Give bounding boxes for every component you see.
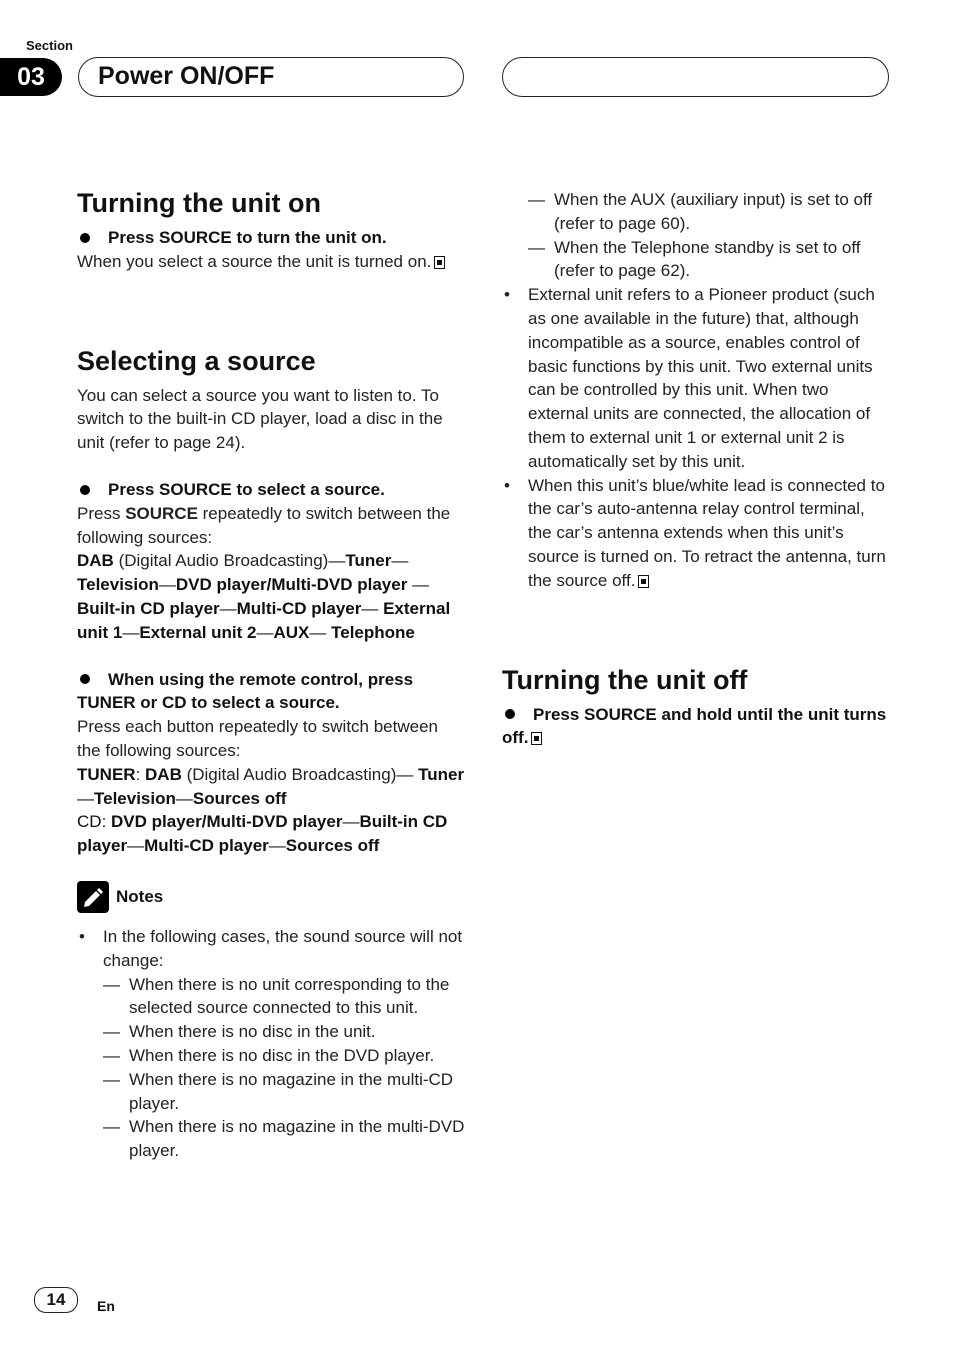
notes-header [77, 881, 465, 913]
colon: : [101, 812, 112, 832]
dash: — [528, 237, 545, 257]
src-dab: DAB [77, 551, 114, 571]
selecting-step1 [77, 478, 465, 502]
note-case-text: When there is no disc in the DVD player. [129, 1045, 435, 1065]
note-case [77, 1020, 465, 1044]
page-number: 14 [34, 1287, 78, 1313]
selecting-step2 [77, 668, 465, 716]
src-multicd-player: player [306, 598, 362, 618]
src-tuner: Tuner [345, 551, 392, 571]
text-run: repeatedly to switch between the following sources: [77, 503, 451, 547]
src-multicd-cd: CD [281, 598, 307, 618]
dash: — [158, 575, 176, 595]
bullet-dot [80, 485, 90, 495]
note-case-text: When there is no unit corresponding to the selected source connected to this unit. [129, 974, 450, 1018]
note-case [77, 1044, 465, 1068]
page-title: Power ON/OFF [98, 62, 275, 90]
note-case-text: When there is no magazine in the multi-CD player. [129, 1069, 454, 1113]
bullet-dot [80, 674, 90, 684]
src-dab-desc: (Digital Audio Broadcasting) [113, 551, 329, 571]
turning-off-step-text: Press SOURCE and hold until the unit turns off. [502, 704, 887, 748]
language-code: En [97, 1298, 115, 1314]
src-off: Sources off [192, 788, 287, 808]
cd-sequence [77, 810, 465, 858]
turning-off-step [502, 703, 892, 751]
src-builtin-cd: CD [140, 598, 165, 618]
selecting-step1-body [77, 502, 465, 550]
left-column [77, 186, 465, 1163]
dash: — [328, 551, 346, 571]
section-label: Section [26, 38, 73, 53]
note-3 [502, 474, 892, 593]
dash: — [77, 788, 94, 808]
dash: — [309, 622, 327, 642]
src-multicd: Multi-CD player [144, 836, 269, 856]
src-tuner: Tuner [418, 764, 465, 784]
section-number-badge: 03 [0, 58, 62, 96]
dash: — [127, 836, 145, 856]
src-builtin: Built-in CD player [77, 812, 448, 856]
src-telephone: Telephone [331, 622, 415, 642]
note-3-text: When this unit’s blue/white lead is connected to the car’s auto-antenna relay control terminal, the car’s antenna extends when this unit’s source is turned on. To retract the antenna, turn the source off. [528, 475, 886, 590]
source-sequence [77, 549, 465, 644]
notes-heading: Notes [116, 887, 164, 907]
note-1: • In the following cases, the sound source will not change: [77, 925, 465, 973]
bullet-dot [80, 233, 90, 243]
selecting-heading: Selecting a source [77, 345, 316, 376]
empty-header-frame [502, 57, 889, 97]
text-run: Press [77, 503, 126, 523]
dash: — [103, 1069, 120, 1089]
turning-on-step [77, 226, 465, 250]
dash: — [361, 598, 379, 618]
selecting-step2-text: When using the remote control, press TUNER or CD to select a source. [77, 669, 414, 713]
cd-label: CD [77, 812, 102, 832]
note-case-text: When the Telephone standby is set to off (refer to page 62). [554, 237, 861, 281]
dash: — [528, 190, 545, 209]
note-case [77, 1068, 465, 1116]
dash: — [219, 598, 237, 618]
dash: — [268, 836, 286, 856]
dash: — [396, 764, 414, 784]
dash: — [342, 812, 360, 832]
end-mark-icon [531, 732, 542, 745]
right-column [502, 188, 892, 750]
dash: — [122, 622, 140, 642]
selecting-step1-text: Press SOURCE to select a source. [108, 479, 385, 499]
src-aux: AUX [273, 622, 310, 642]
src-builtin: Built-in [77, 598, 141, 618]
dash: — [175, 788, 193, 808]
turning-off-heading: Turning the unit off [502, 664, 748, 695]
dash: — [103, 1045, 120, 1065]
turning-on-body-text: When you select a source the unit is turned on. [77, 251, 432, 271]
end-mark-icon [638, 575, 649, 588]
dash: — [103, 974, 120, 994]
note-2: • External unit refers to a Pioneer product (such as one available in the future) that, although incompatible as a source, enables control of basic functions by this unit. Two external units can be controlled by this unit. When two external units are connected, the allocation of them to external unit 1 or external unit 2 is automatically set by this unit. [502, 283, 892, 473]
turning-on-step-text: Press SOURCE to turn the unit on. [108, 228, 387, 247]
dash: — [412, 575, 430, 595]
pencil-icon [77, 881, 109, 913]
tuner-sequence [77, 763, 465, 811]
dash: — [103, 1022, 120, 1042]
note-case [502, 236, 892, 284]
src-dab: DAB [145, 764, 182, 784]
selecting-step2-body: Press each button repeatedly to switch between the following sources: [77, 717, 438, 760]
src-off: Sources off [285, 836, 380, 856]
note-case [77, 1115, 465, 1163]
dash: — [256, 622, 274, 642]
note-case-text: When there is no magazine in the multi-DVD player. [129, 1117, 465, 1161]
note-case-text: When there is no disc in the unit. [129, 1022, 376, 1042]
end-mark-icon [434, 256, 445, 269]
bullet-dot [505, 709, 515, 719]
turning-on-body [77, 250, 465, 274]
source-keyword: SOURCE [125, 503, 198, 523]
turning-on-heading: Turning the unit on [77, 188, 321, 218]
dash: — [391, 551, 409, 571]
src-dvd: DVD player/Multi-DVD player [111, 812, 343, 832]
colon: : [135, 764, 146, 784]
note-case-text: When the AUX (auxiliary input) is set to off (refer to page 60). [554, 190, 873, 233]
src-external-1: External unit 1 [77, 598, 451, 642]
tuner-label: TUNER [77, 764, 136, 784]
note-case [502, 188, 892, 236]
src-dab-desc: (Digital Audio Broadcasting) [181, 764, 397, 784]
src-external-2: External unit 2 [139, 622, 257, 642]
selecting-intro: You can select a source you want to listen to. To switch to the built-in CD player, load a disc in the unit (refer to page 24). [77, 385, 443, 453]
src-builtin-player: player [164, 598, 220, 618]
src-television: Television [94, 788, 176, 808]
src-television: Television [77, 575, 159, 595]
src-multicd: Multi- [236, 598, 282, 618]
dash: — [103, 1117, 120, 1137]
note-case [77, 973, 465, 1021]
src-dvd: DVD player/Multi-DVD player [175, 575, 408, 595]
